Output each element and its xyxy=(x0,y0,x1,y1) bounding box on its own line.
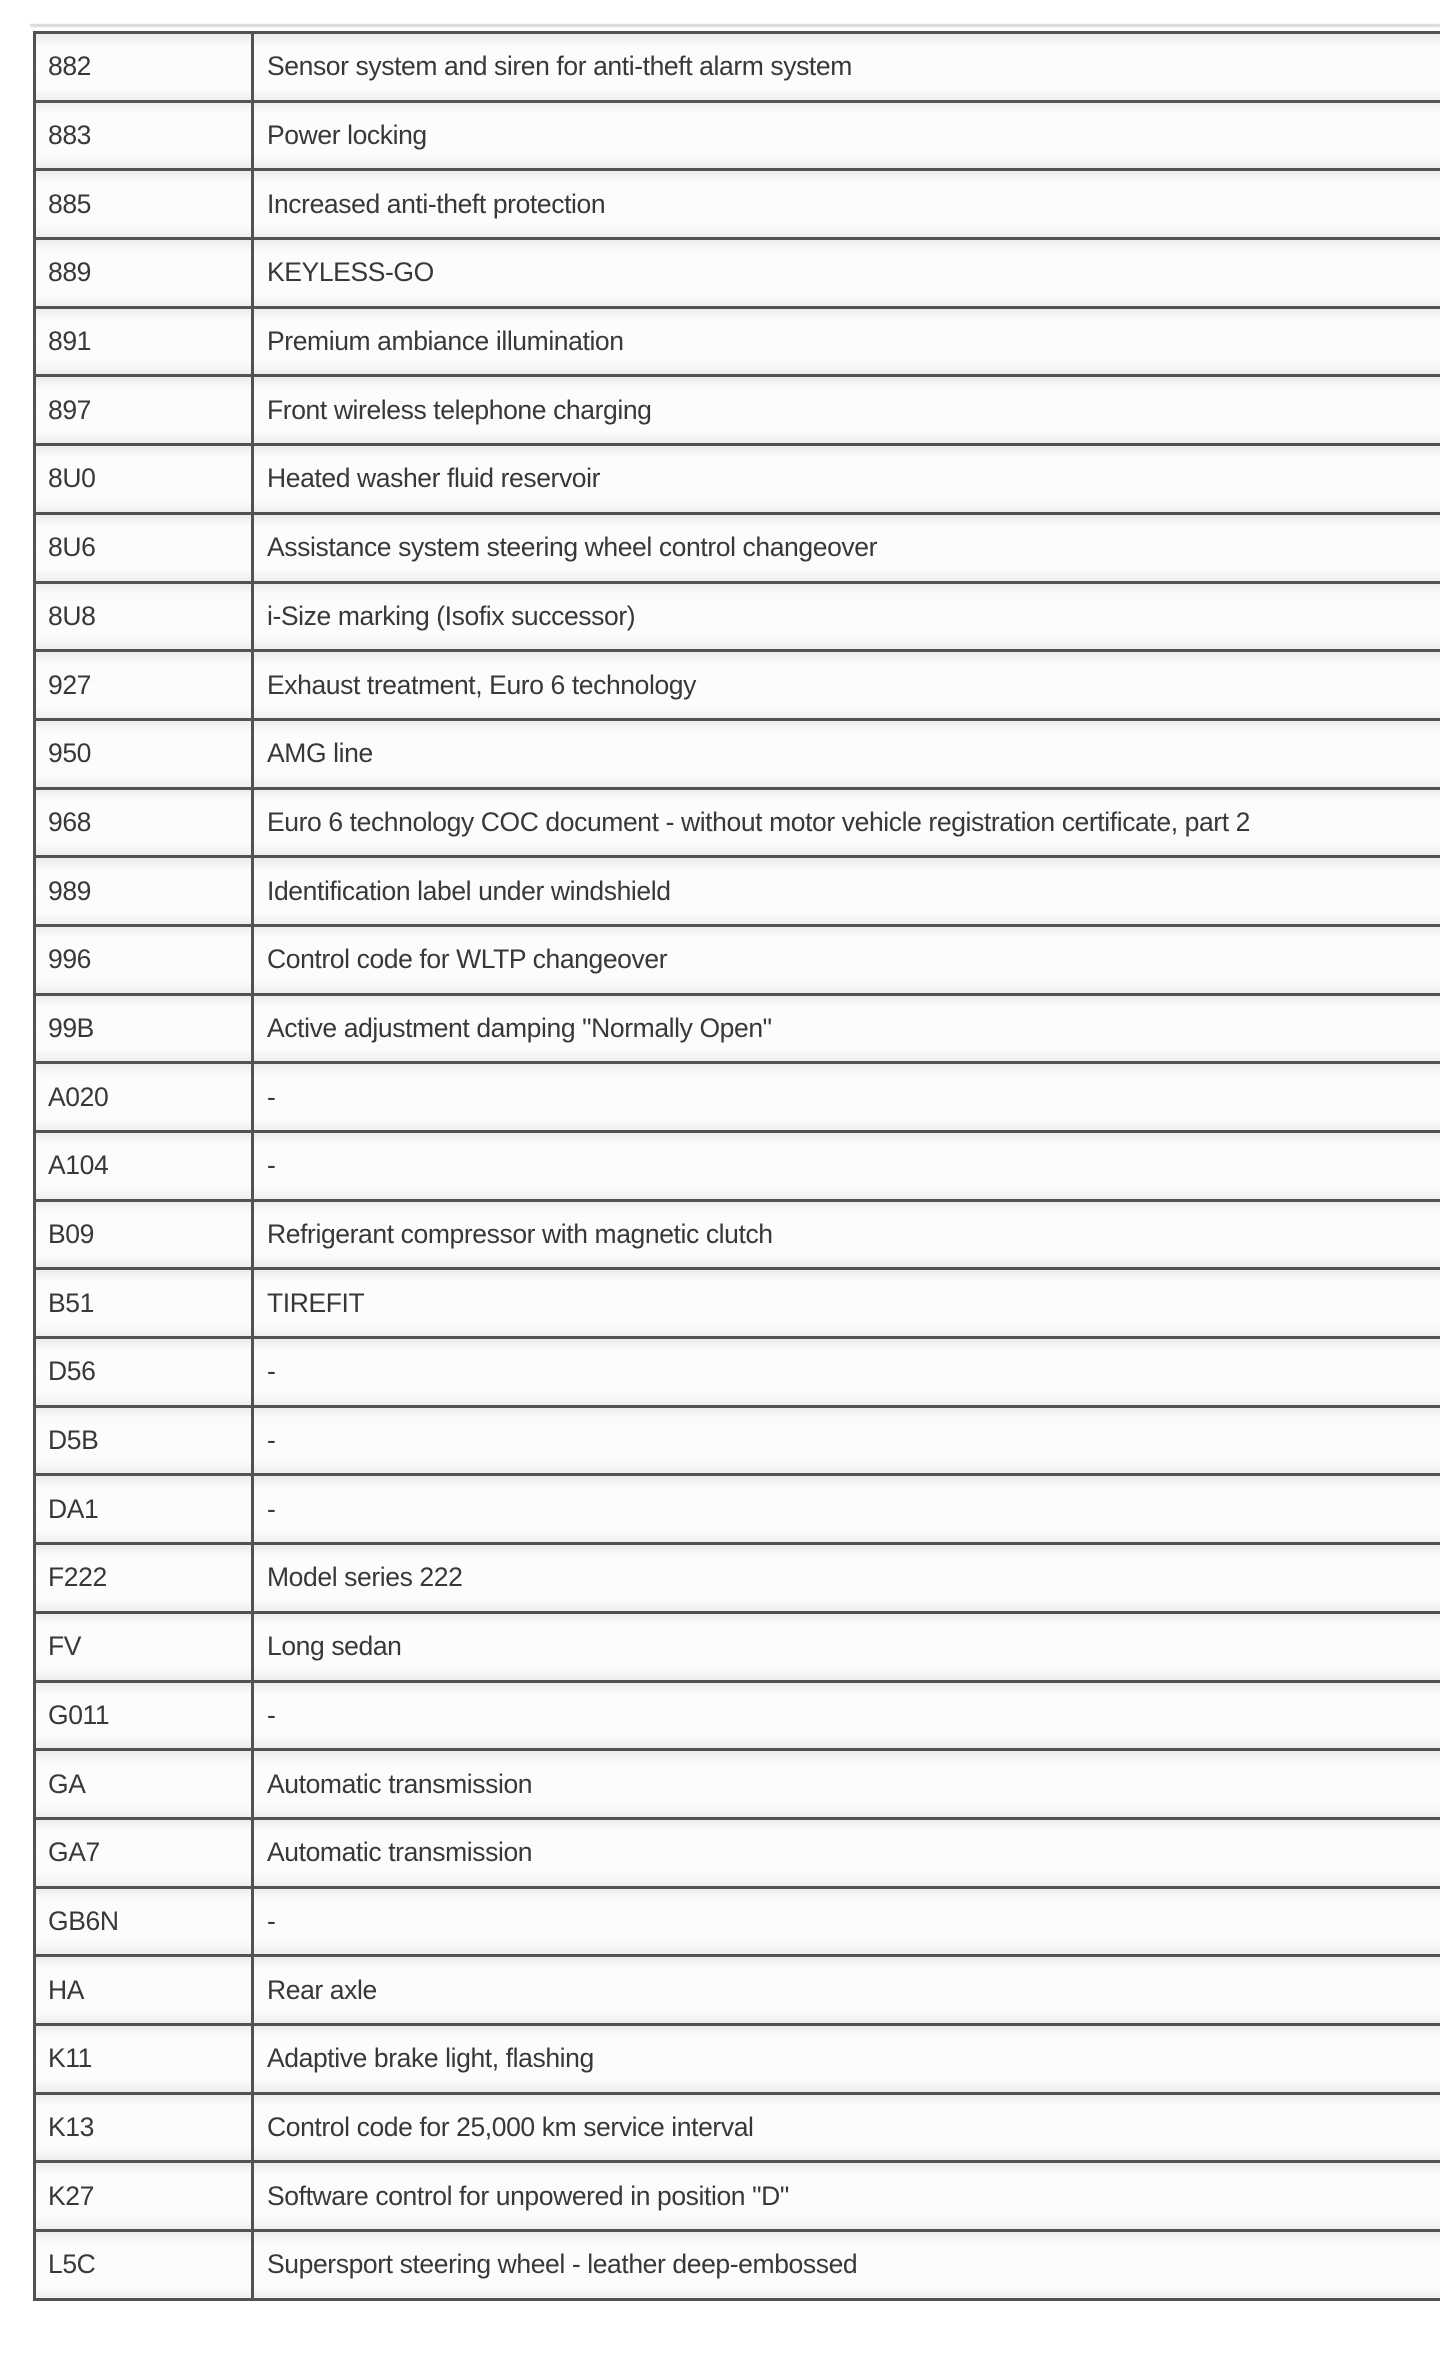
description-cell: Premium ambiance illumination xyxy=(253,307,1440,376)
table-row xyxy=(35,994,1440,1063)
table-row xyxy=(35,857,1440,926)
table-row xyxy=(35,2231,1440,2300)
description-cell: - xyxy=(253,1475,1440,1544)
code-cell: 8U0 xyxy=(35,445,253,514)
description-cell: Control code for 25,000 km service interval xyxy=(253,2093,1440,2162)
table-row xyxy=(35,582,1440,651)
option-codes-table-body xyxy=(35,33,1440,2300)
code-cell: K27 xyxy=(35,2162,253,2231)
code-cell: L5C xyxy=(35,2231,253,2300)
description-cell: - xyxy=(253,1681,1440,1750)
code-cell: A020 xyxy=(35,1063,253,1132)
table-row xyxy=(35,101,1440,170)
description-cell: Model series 222 xyxy=(253,1544,1440,1613)
description-cell: Sensor system and siren for anti-theft alarm system xyxy=(253,33,1440,102)
code-cell: F222 xyxy=(35,1544,253,1613)
code-cell: HA xyxy=(35,1956,253,2025)
description-cell: Front wireless telephone charging xyxy=(253,376,1440,445)
description-cell: Long sedan xyxy=(253,1612,1440,1681)
description-cell: - xyxy=(253,1063,1440,1132)
table-row xyxy=(35,1269,1440,1338)
description-cell: Euro 6 technology COC document - without motor vehicle registration certificate, part 2 xyxy=(253,788,1440,857)
code-cell: 968 xyxy=(35,788,253,857)
option-codes-table xyxy=(33,31,1440,2301)
table-row xyxy=(35,651,1440,720)
table-row xyxy=(35,1681,1440,1750)
code-cell: 891 xyxy=(35,307,253,376)
table-row xyxy=(35,445,1440,514)
code-cell: 885 xyxy=(35,170,253,239)
description-cell: - xyxy=(253,1338,1440,1407)
code-cell: K11 xyxy=(35,2024,253,2093)
code-cell: B09 xyxy=(35,1200,253,1269)
table-row xyxy=(35,925,1440,994)
description-cell: Exhaust treatment, Euro 6 technology xyxy=(253,651,1440,720)
table-row xyxy=(35,1612,1440,1681)
code-cell: D5B xyxy=(35,1406,253,1475)
code-cell: G011 xyxy=(35,1681,253,1750)
code-cell: D56 xyxy=(35,1338,253,1407)
description-cell: Power locking xyxy=(253,101,1440,170)
code-cell: A104 xyxy=(35,1132,253,1201)
table-row xyxy=(35,788,1440,857)
code-cell: 897 xyxy=(35,376,253,445)
table-row xyxy=(35,1750,1440,1819)
description-cell: Identification label under windshield xyxy=(253,857,1440,926)
description-cell: Rear axle xyxy=(253,1956,1440,2025)
description-cell: Supersport steering wheel - leather deep-embossed xyxy=(253,2231,1440,2300)
table-row xyxy=(35,33,1440,102)
description-cell: - xyxy=(253,1406,1440,1475)
table-row xyxy=(35,1338,1440,1407)
table-row xyxy=(35,2093,1440,2162)
description-cell: KEYLESS-GO xyxy=(253,239,1440,308)
table-row xyxy=(35,307,1440,376)
code-cell: 8U8 xyxy=(35,582,253,651)
description-cell: - xyxy=(253,1887,1440,1956)
table-row xyxy=(35,239,1440,308)
table-row xyxy=(35,1200,1440,1269)
code-cell: GA xyxy=(35,1750,253,1819)
table-row xyxy=(35,1475,1440,1544)
description-cell: Active adjustment damping "Normally Open" xyxy=(253,994,1440,1063)
description-cell: Automatic transmission xyxy=(253,1750,1440,1819)
code-cell: 8U6 xyxy=(35,513,253,582)
code-cell: 989 xyxy=(35,857,253,926)
code-cell: 883 xyxy=(35,101,253,170)
description-cell: Adaptive brake light, flashing xyxy=(253,2024,1440,2093)
table-row xyxy=(35,376,1440,445)
code-cell: 99B xyxy=(35,994,253,1063)
description-cell: Software control for unpowered in position "D" xyxy=(253,2162,1440,2231)
code-cell: GB6N xyxy=(35,1887,253,1956)
code-cell: FV xyxy=(35,1612,253,1681)
table-row xyxy=(35,2024,1440,2093)
description-cell: Heated washer fluid reservoir xyxy=(253,445,1440,514)
scan-artifact-line xyxy=(30,24,1440,27)
code-cell: K13 xyxy=(35,2093,253,2162)
description-cell: Assistance system steering wheel control changeover xyxy=(253,513,1440,582)
description-cell: - xyxy=(253,1132,1440,1201)
table-row xyxy=(35,1818,1440,1887)
table-row xyxy=(35,170,1440,239)
table-row xyxy=(35,719,1440,788)
table-row xyxy=(35,2162,1440,2231)
code-cell: 996 xyxy=(35,925,253,994)
description-cell: TIREFIT xyxy=(253,1269,1440,1338)
table-row xyxy=(35,1406,1440,1475)
code-cell: GA7 xyxy=(35,1818,253,1887)
code-cell: 882 xyxy=(35,33,253,102)
code-cell: 927 xyxy=(35,651,253,720)
code-cell: 889 xyxy=(35,239,253,308)
table-row xyxy=(35,1132,1440,1201)
table-row xyxy=(35,1544,1440,1613)
description-cell: Refrigerant compressor with magnetic clutch xyxy=(253,1200,1440,1269)
code-cell: B51 xyxy=(35,1269,253,1338)
description-cell: i-Size marking (Isofix successor) xyxy=(253,582,1440,651)
description-cell: Increased anti-theft protection xyxy=(253,170,1440,239)
code-cell: DA1 xyxy=(35,1475,253,1544)
table-row xyxy=(35,513,1440,582)
description-cell: Automatic transmission xyxy=(253,1818,1440,1887)
table-row xyxy=(35,1956,1440,2025)
description-cell: Control code for WLTP changeover xyxy=(253,925,1440,994)
description-cell: AMG line xyxy=(253,719,1440,788)
table-row xyxy=(35,1887,1440,1956)
code-cell: 950 xyxy=(35,719,253,788)
table-row xyxy=(35,1063,1440,1132)
